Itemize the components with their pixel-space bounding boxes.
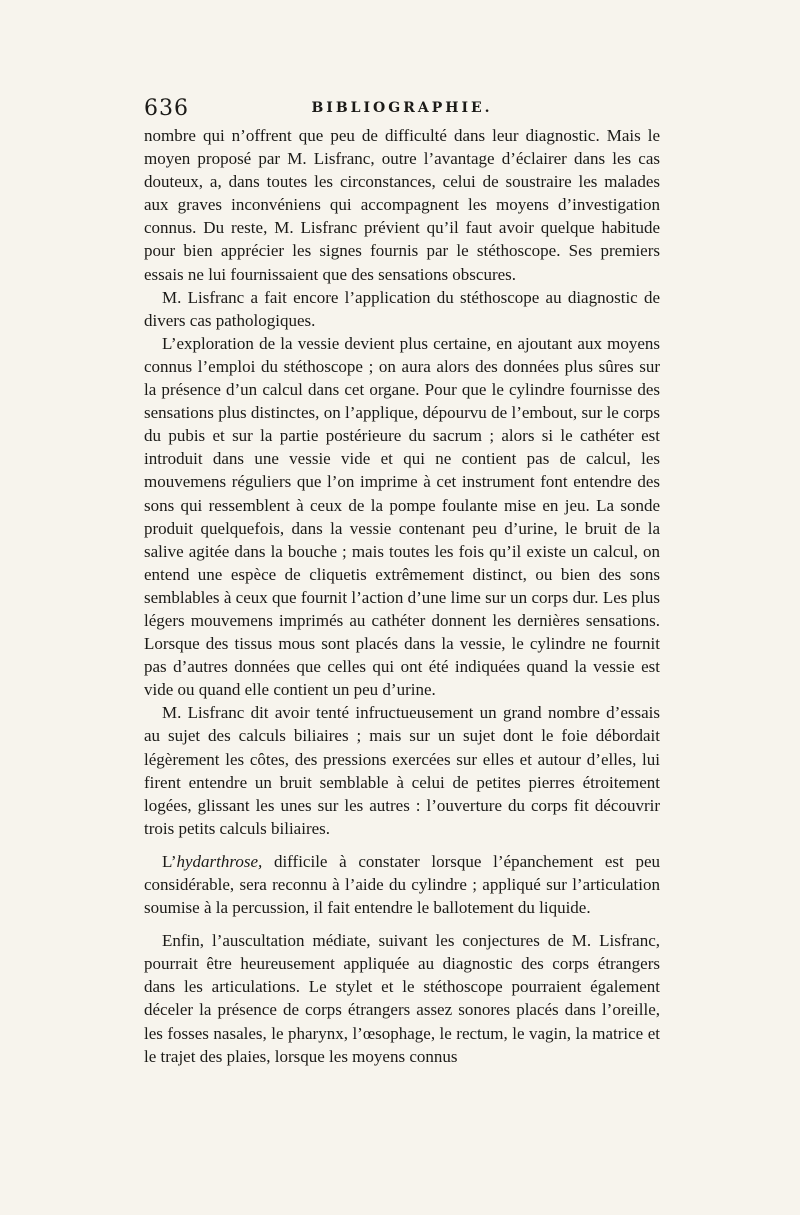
hydarthrose-term: hydarthrose, xyxy=(176,851,263,871)
paragraph-biliary-calculi: M. Lisfranc dit avoir tenté infructueusement un grand nombre d’essais au sujet des calculs biliaires ; mais sur un sujet dont le foie débordait légèrement les côtes, des pressions exercées sur elles et autour d’elles, lui firent entendre un bruit semblable à celui de petites pierres étroitement logées, glissant les unes sur les autres : l’ouverture du corps fit découvrir trois petits calculs biliaires. xyxy=(144,703,660,838)
paragraph-hydarthrose xyxy=(144,850,660,919)
paragraph-bladder-exploration: L’exploration de la vessie devient plus certaine, en ajoutant aux moyens connus l’emploi du stéthoscope ; on aura alors des données plus sûres sur la présence d’un calcul dans cet organe. Pour que le cylindre fournisse des sensations plus distinctes, on l’applique, dépourvu de l’embout, sur le corps du pubis et sur la partie postérieure du sacrum ; alors si le cathéter est introduit dans une vessie vide et qui ne contient pas de calcul, les mouvemens réguliers que l’on imprime à cet instrument font entendre des sons qui ressemblent à ceux de la pompe foulante mise en jeu. La sonde produit quelquefois, dans la vessie contenant peu d’urine, le bruit de la salive agitée dans la bouche ; mais toutes les fois qu’il existe un calcul, on entend une espèce de cliquetis extrêmement distinct, ou bien des sons semblables à ceux que fournit l’action d’une lime sur un corps dur. Les plus légers mouvemens imprimés au cathéter donnent les dernières sensations. Lorsque des tissus mous sont placés dans la vessie, le cylindre ne fournit pas d’autres données que celles qui ont été indiquées quand la vessie est vide ou quand elle contient un peu d’urine. xyxy=(144,333,660,700)
paragraph-stethoscope-diagnostic: M. Lisfranc a fait encore l’application du stéthoscope au diagnostic de divers cas pathologiques. xyxy=(144,287,660,330)
body-text xyxy=(144,124,660,1068)
page-header xyxy=(144,96,660,124)
paragraph-foreign-bodies: Enfin, l’auscultation médiate, suivant les conjectures de M. Lisfranc, pourrait être heureusement appliquée au diagnostic des corps étrangers dans les articulations. Le stylet et le stéthoscope pourraient également déceler la présence de corps étrangers assez sonores placés dans l’oreille, les fosses nasales, le pharynx, l’œsophage, le rectum, le vagin, la matrice et le trajet des plaies, lorsque les moyens connus xyxy=(144,931,660,1066)
running-title: BIBLIOGRAPHIE. xyxy=(311,100,493,116)
hydarthrose-lead: L’ xyxy=(162,851,177,871)
hydarthrose-rest: difficile à constater lorsque l’épanchement est peu considérable, sera reconnu à l’aide du cylindre ; appliqué sur l’articulation soumise à la percussion, il fait entendre le ballotement du liquide. xyxy=(144,851,660,918)
paragraph-continuation: nombre qui n’offrent que peu de difficulté dans leur diagnostic. Mais le moyen proposé par M. Lisfranc, outre l’avantage d’éclairer dans les cas douteux, a, dans toutes les circonstances, celui de soustraire les malades aux graves inconvéniens qui accompagnent les moyens d’investigation connus. Du reste, M. Lisfranc prévient qu’il faut avoir quelque habitude pour bien apprécier les signes fournis par le stéthoscope. Ses premiers essais ne lui fournissaient que des sensations obscures. xyxy=(144,126,660,284)
page-number: 636 xyxy=(144,96,189,121)
